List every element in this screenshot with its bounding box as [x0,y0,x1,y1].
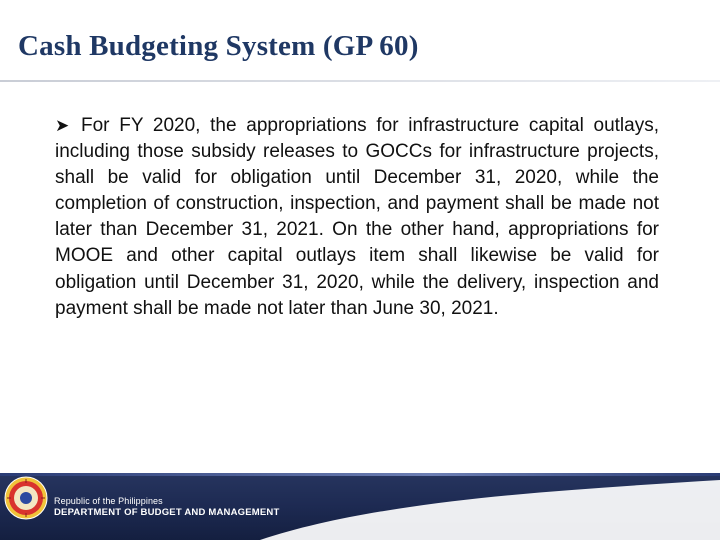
slide-title: Cash Budgeting System (GP 60) [18,30,419,62]
bullet-paragraph [55,113,659,322]
footer-text [54,496,280,519]
footer-curve [0,440,720,540]
dbm-seal-icon [4,476,48,520]
arrow-bullet-icon: ➤ [55,116,70,135]
slide-body [55,113,659,322]
footer-department: DEPARTMENT OF BUDGET AND MANAGEMENT [54,507,280,518]
bullet-text: For FY 2020, the appropriations for infrastructure capital outlays, including those subsidy releases to GOCCs for infrastructure projects, shall be valid for obligation until December 31, 2020, while the completion of construction, inspection, and payment shall be made not later than December 31, 2021. On the other hand, appropriations for MOOE and other capital outlays item shall likewise be valid for obligation until December 31, 2020, while the delivery, inspection and payment shall be made not later than June 30, 2021. [55,115,659,319]
footer-republic: Republic of the Philippines [54,496,163,506]
title-divider [0,80,720,82]
